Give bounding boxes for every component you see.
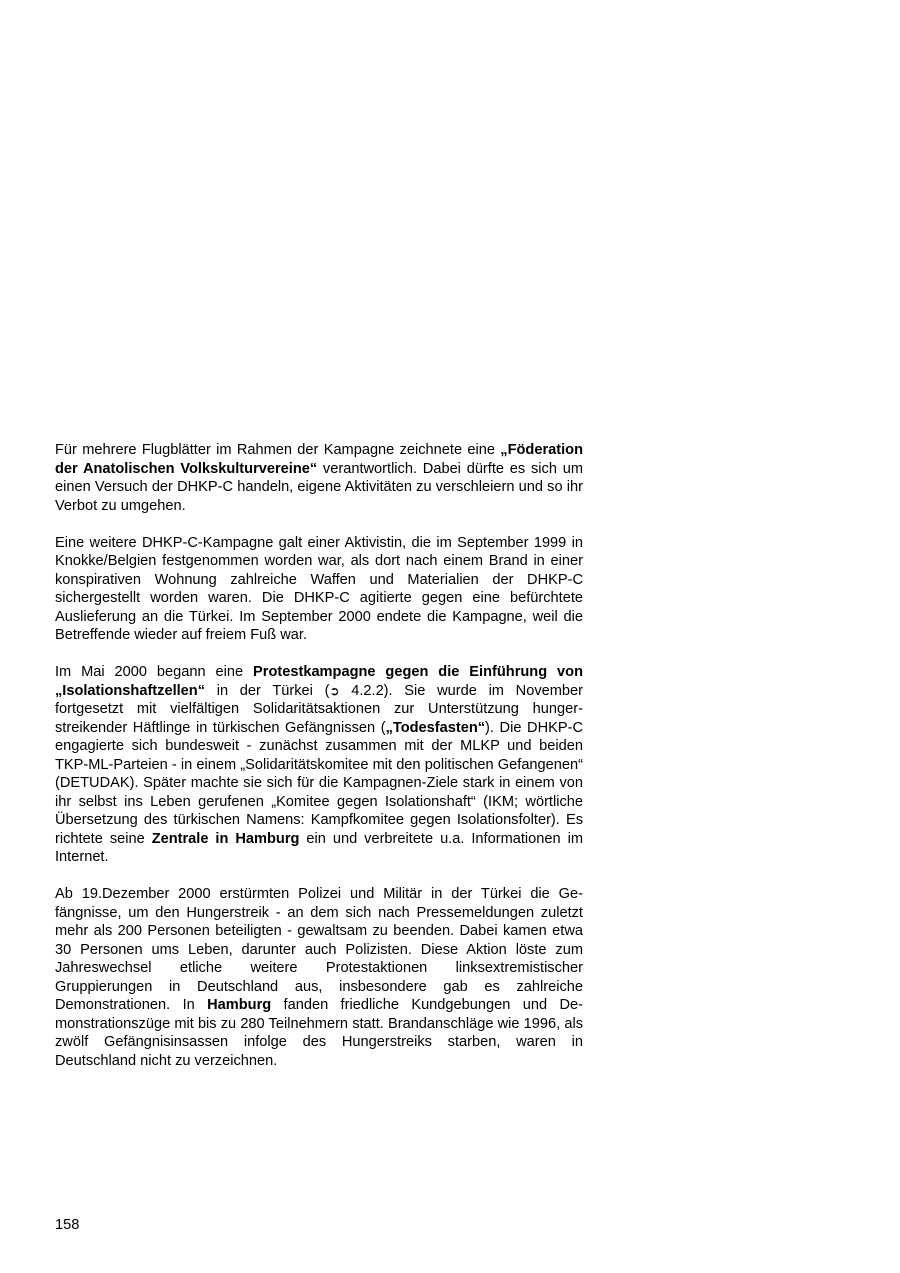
text-run: 4.2.2). Sie wurde im November fortgesetzt mit vielfältigen Solidaritätsaktionen zur Unterstützung hungerstreikender Häftlinge in türkischen Gefängnissen (: [55, 682, 583, 736]
page-number: 158: [55, 1217, 80, 1233]
cross-reference-arrow-icon: ➲: [329, 683, 340, 698]
paragraph-protest-campaign: [55, 663, 583, 867]
bold-text-run: Hamburg: [207, 997, 272, 1013]
text-run: Eine weitere DHKP-C-Kampagne galt einer Aktivistin, die im September 1999 in Knokke/Belgien festgenommen worden war, als dort nach einem Brand in einer konspirativen Wohnung zahlreiche Waffen und Materialien der DHKP-C sichergestellt worden waren. Die DHKP-C agitierte gegen eine befürchtete Auslieferung an die Türkei. Im September 2000 endete die Kampagne, weil die Betreffende wieder auf freiem Fuß war.: [55, 534, 583, 643]
text-run: Für mehrere Flugblätter im Rahmen der Kampagne zeichnete eine: [55, 442, 501, 458]
text-run: ein und verbreitete u.a. Informationen im Internet.: [55, 830, 583, 865]
text-run: fanden friedliche Kundgebungen und Demonstrationszüge mit bis zu 280 Teilnehmern statt. Brandanschläge wie 1996, als zwölf Gefängnisinsassen infolge des Hungerstreiks starben, waren in Deutschland nicht zu verzeichnen.: [55, 997, 583, 1069]
bold-text-run: Zentrale in Hamburg: [151, 830, 300, 847]
text-run: Ab 19.Dezember 2000 erstürmten Polizei und Militär in der Türkei die Gefängnisse, um den Hungerstreik - an dem sich nach Pressemeldungen zuletzt mehr als 200 Personen beteiligten - gewaltsam zu beenden. Dabei kamen etwa 30 Personen ums Leben, darunter auch Polizisten. Diese Aktion löste zum Jahreswechsel etliche weitere Protestaktionen linksextremistischer Gruppierungen in Deutschland aus, insbesondere gab es zahlreiche Demonstrationen. In: [55, 886, 583, 1013]
text-run: ). Die DHKP-C engagierte sich bundesweit - zunächst zusammen mit der MLKP und beiden TKP-ML-Parteien - in einem „Solidaritätskomitee mit den politischen Gefangenen“ (DETUDAK). Später machte sie sich für die Kampagnen-Ziele stark in einem von ihr selbst ins Leben gerufenen „Komitee gegen Isolationshaft“ (IKM; wörtliche Übersetzung des türkischen Namens: Kampfkomitee gegen Isolationsfolter). Es richtete seine: [55, 719, 583, 847]
bold-text-run: „Föderation der Anatolischen Volkskulturvereine“: [55, 442, 583, 477]
bold-text-run: Protestkampagne gegen die Einführung von „Isolationshaftzellen“: [55, 664, 583, 699]
text-run: Im Mai 2000 begann eine: [55, 664, 254, 680]
paragraph-activist-campaign: [55, 534, 583, 645]
text-run: in der Türkei (: [205, 682, 330, 699]
paragraph-prison-storming: [55, 885, 583, 1070]
bold-text-run: „Todesfasten“: [385, 719, 486, 736]
paragraph-federation: [55, 441, 583, 515]
body-text: [55, 441, 583, 1089]
text-run: verantwortlich. Dabei dürfte es sich um einen Versuch der DHKP-C handeln, eigene Aktivitäten zu verschleiern und so ihr Verbot zu umgehen.: [55, 460, 583, 514]
